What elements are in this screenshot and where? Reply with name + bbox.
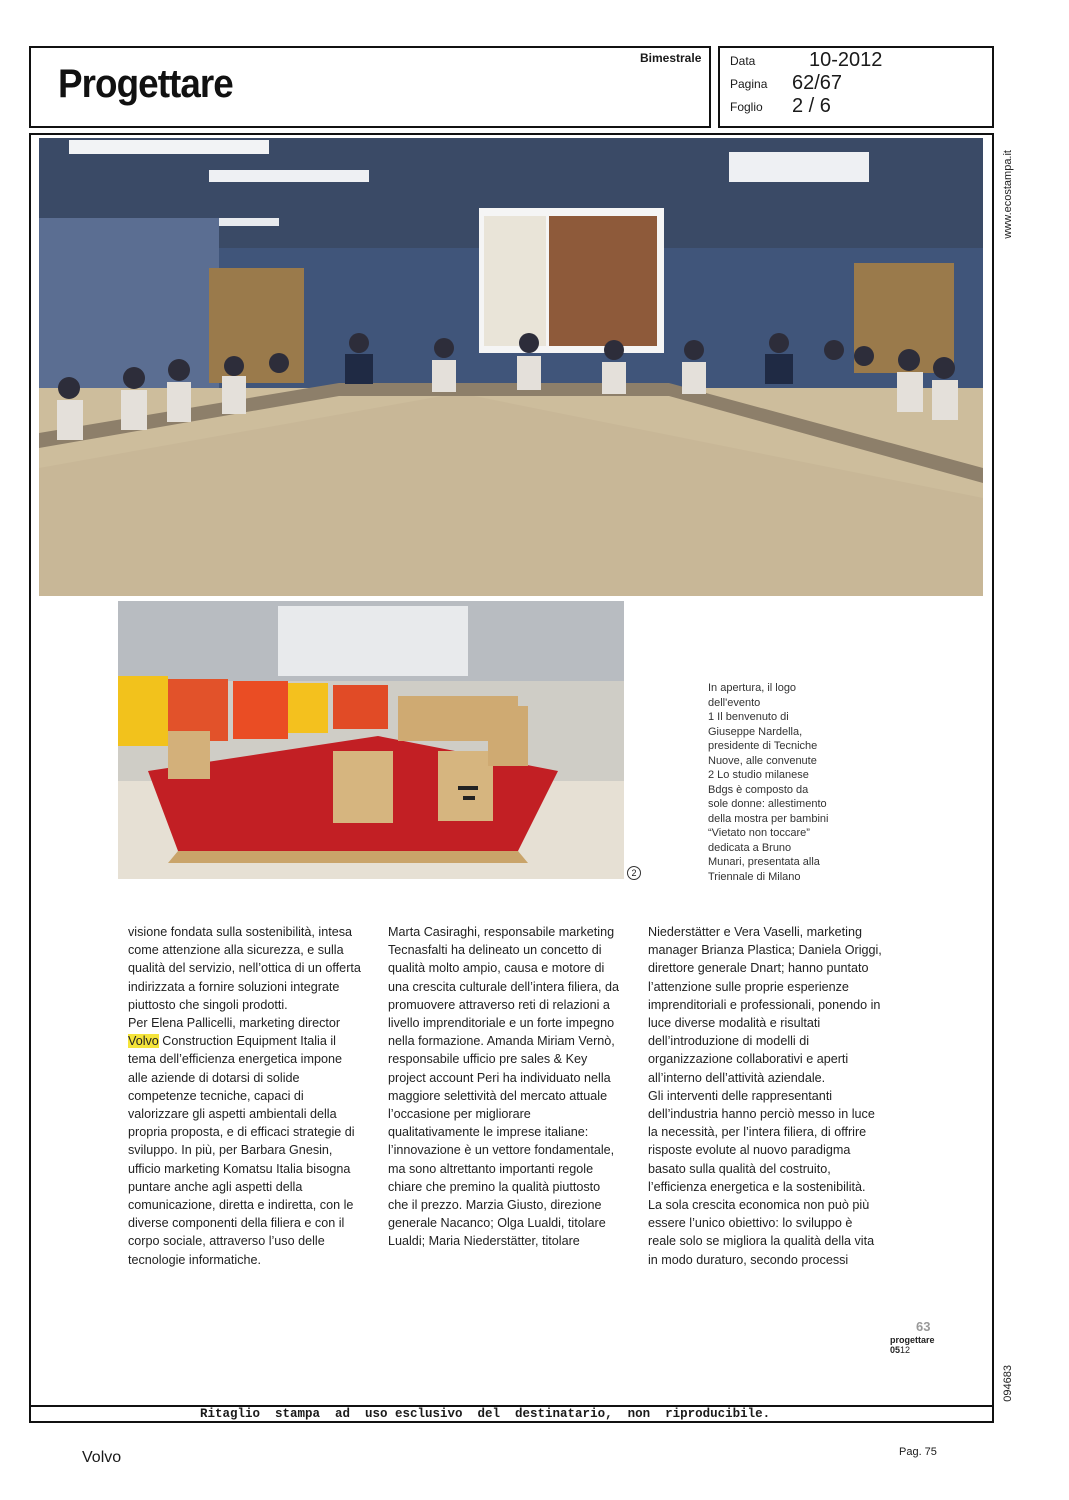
data-label: Data	[730, 54, 756, 68]
caption-line: In apertura, il logo	[708, 682, 797, 694]
caption-line: Triennale di Milano	[708, 870, 801, 883]
exhibition-illustration	[118, 601, 624, 879]
frequency-label: Bimestrale	[640, 51, 702, 65]
foglio-label: Foglio	[730, 100, 763, 114]
photo-caption	[708, 681, 858, 884]
side-code: 094683	[1002, 1365, 1014, 1402]
folio-page-number: 63	[916, 1319, 931, 1334]
pagina-label: Pagina	[730, 77, 768, 91]
folio-issue	[890, 1345, 935, 1355]
folio-issue-a: 05	[890, 1345, 901, 1355]
caption-line: Giuseppe Nardella,	[708, 725, 803, 738]
article-column-3	[648, 923, 882, 1269]
photo-number-badge: 2	[627, 866, 641, 880]
data-value: 10-2012	[809, 49, 883, 71]
caption-line: Bdgs è composto da	[708, 783, 809, 796]
conference-illustration	[39, 138, 983, 596]
pagina-value: 62/67	[792, 72, 843, 94]
caption-line: 2 Lo studio milanese	[708, 769, 809, 781]
caption-line: Nuove, alle convenute	[708, 754, 817, 767]
footer-client: Volvo	[82, 1449, 122, 1466]
conference-photo	[39, 138, 983, 596]
caption-line: presidente di Tecniche	[708, 740, 818, 752]
article-paragraph	[128, 1014, 362, 1269]
masthead-title: Progettare	[58, 62, 233, 106]
foglio-value: 2 / 6	[792, 95, 831, 117]
caption-line: 1 Il benvenuto di	[708, 711, 789, 723]
caption-line: della mostra per bambini	[708, 812, 829, 825]
article-paragraph: visione fondata sulla sostenibilità, intesa come attenzione alla sicurezza, e sulla qualità del servizio, nell’ottica di un offerta indirizzata a fornire soluzioni integrate piuttosto che singoli prodotti.	[128, 925, 361, 1012]
caption-line: “Vietato non toccare”	[708, 827, 810, 839]
folio-issue-b: 12	[900, 1345, 911, 1355]
caption-line: Munari, presentata alla	[708, 856, 820, 868]
article-paragraph: Gli interventi delle rappresentanti dell’industria hanno perciò messo in luce la necessità, per l’intera filiera, di offrire risposte evolute al nuovo paradigma basato sulla qualità del costruito, l’efficienza energetica e la sostenibilità. La sola crescita economica non può più essere l’unico obiettivo: lo sviluppo è reale solo se migliora la qualità della vita in modo duraturo, secondo processi	[648, 1088, 875, 1267]
folio-magazine	[890, 1335, 935, 1355]
disclaimer-text: Ritaglio stampa ad uso esclusivo del destinatario, non riproducibile.	[200, 1407, 771, 1421]
side-url: www.ecostampa.it	[1002, 150, 1014, 239]
caption-line: dedicata a Bruno	[708, 841, 792, 854]
exhibition-photo	[118, 601, 624, 879]
folio-magazine-name: progettare	[890, 1335, 935, 1345]
article-column-1	[128, 923, 362, 1269]
caption-line: dell'evento	[708, 696, 761, 709]
caption-line: sole donne: allestimento	[708, 798, 827, 810]
article-paragraph: Niederstätter e Vera Vaselli, marketing manager Brianza Plastica; Daniela Origgi, direttore generale Dnart; hanno puntato l’attenzione sulle proprie esperienze imprenditoriali e professionali, ponendo in luce diverse modalità e risultati dell’introduzione di modelli di organizzazione collaborativi e aperti all’interno dell’attività aziendale.	[648, 925, 882, 1085]
footer-page: Pag. 75	[899, 1446, 937, 1458]
highlighted-keyword: Volvo	[128, 1034, 159, 1049]
article-column-2	[388, 923, 622, 1251]
article-text: Construction Equipment Italia il tema dell’efficienza energetica impone alle aziende di dotarsi di solide competenze tecniche, capaci di valorizzare gli aspetti ambientali della propria proposta, e di efficaci strategie di sviluppo. In più, per Barbara Gnesin, ufficio marketing Komatsu Italia bisogna puntare anche agli aspetti della comunicazione, diretta e indiretta, con le diverse componenti della filiera e con il corpo sociale, attraverso l’uso delle tecnologie informatiche.	[128, 1034, 355, 1267]
article-paragraph: Marta Casiraghi, responsabile marketing Tecnasfalti ha delineato un concetto di qualità molto ampio, causa e motore di una crescita culturale dell’intera filiera, da promuovere attraverso reti di relazioni a livello imprenditoriale e un forte impegno nella formazione. Amanda Miriam Vernò, responsabile ufficio pre sales & Key project account Peri ha individuato nella maggiore selettività del mercato attuale l’occasione per migliorare qualitativamente le imprese italiane: l’innovazione è un vettore fondamentale, ma sono altrettanto importanti regole chiare che premino la qualità piuttosto che il prezzo. Marzia Giusto, direzione generale Nacanco; Olga Lualdi, titolare Lualdi; Maria Niederstätter, titolare	[388, 925, 620, 1249]
article-text: Per Elena Pallicelli, marketing director	[128, 1016, 341, 1031]
